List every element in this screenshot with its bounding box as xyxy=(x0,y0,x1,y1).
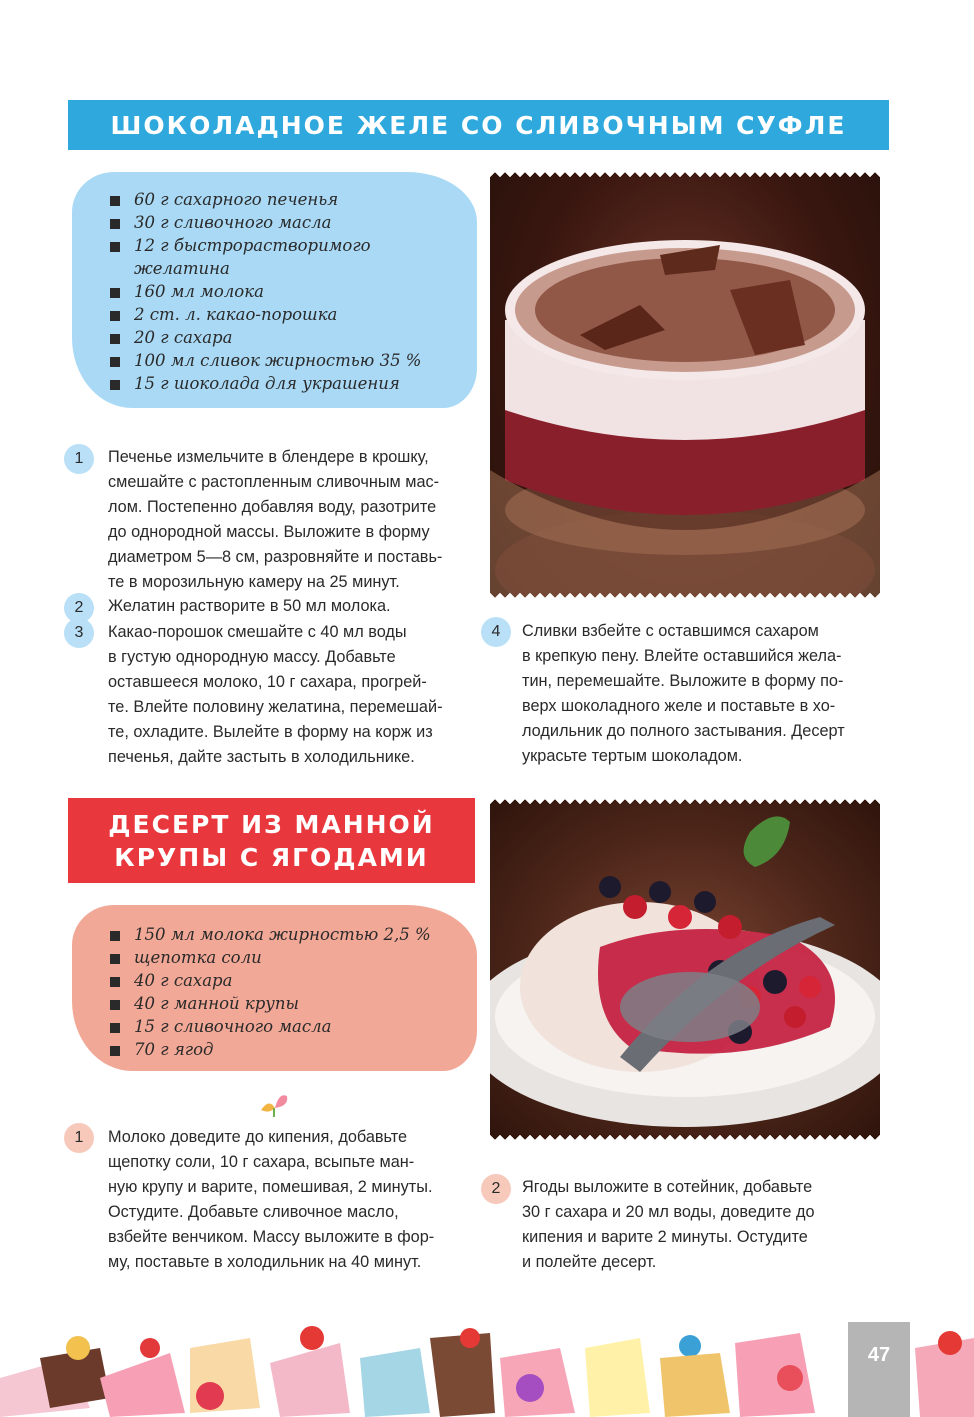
step-number-badge: 2 xyxy=(481,1174,511,1204)
ingredient: 40 г сахара xyxy=(108,969,431,992)
ingredient: 15 г шоколада для украшения xyxy=(108,372,422,395)
ingredient: 20 г сахара xyxy=(108,326,422,349)
sweets-footer-illustration xyxy=(0,1318,974,1417)
step-number-badge: 3 xyxy=(64,618,94,648)
step-text: Какао-порошок смешайте с 40 мл воды в густую однородную массу. Добавьте оставшееся молоко, 10 г сахара, прогрей- те. Влейте половину желатина, перемешай- те, охладите. Вылейте в форму на корж из печенья, дайте застыть в холодильнике. xyxy=(108,623,443,766)
recipe2-title-line1: ДЕСЕРТ ИЗ МАННОЙ xyxy=(108,809,435,839)
semolina-berry-dessert-photo xyxy=(490,797,880,1142)
page-number-tab xyxy=(848,1322,910,1417)
step-text: Молоко доведите до кипения, добавьте щепотку соли, 10 г сахара, всыпьте ман- ную крупу и варите, помешивая, 2 минуты. Остудите. Добавьте сливочное масло, взбейте венчиком. Массу выложите в фор- му, поставьте в холодильник на 40 минут. xyxy=(108,1128,435,1271)
step-number-badge: 1 xyxy=(64,1123,94,1153)
recipe1-title: ШОКОЛАДНОЕ ЖЕЛЕ СО СЛИВОЧНЫМ СУФЛЕ xyxy=(110,110,847,140)
ingredient: 12 г быстрорастворимого xyxy=(108,234,422,257)
ingredient: 15 г сливочного масла xyxy=(108,1015,431,1038)
flower-icon xyxy=(255,1088,295,1118)
ingredient: 2 ст. л. какао-порошка xyxy=(108,303,422,326)
ingredient: 30 г сливочного масла xyxy=(108,211,422,234)
ingredient: 40 г манной крупы xyxy=(108,992,431,1015)
recipe1-ingredients-list xyxy=(108,188,422,395)
ingredient: 150 мл молока жирностью 2,5 % xyxy=(108,923,431,946)
step-text: Желатин растворите в 50 мл молока. xyxy=(108,597,391,615)
chocolate-souffle-cake-photo xyxy=(490,170,880,600)
step-text: Ягоды выложите в сотейник, добавьте 30 г сахара и 20 мл воды, доведите до кипения и варите 2 минуты. Остудите и полейте десерт. xyxy=(522,1178,815,1271)
recipe1-title-banner xyxy=(68,100,889,150)
step-number-badge: 2 xyxy=(64,593,94,623)
ingredient: 160 мл молока xyxy=(108,280,422,303)
ingredient: 60 г сахарного печенья xyxy=(108,188,422,211)
step-number-badge: 4 xyxy=(481,617,511,647)
recipe2-title-line2: КРУПЫ С ЯГОДАМИ xyxy=(114,842,429,872)
ingredient: щепотка соли xyxy=(108,946,431,969)
recipe2-ingredients-list xyxy=(108,923,431,1061)
step-text: Печенье измельчите в блендере в крошку, смешайте с растопленным сливочным мас- лом. Постепенно добавляя воду, разотрите до однородной массы. Выложите в форму диаметром 5—8 см, разровняйте и поставь- те в морозильную камеру на 25 минут. xyxy=(108,448,443,591)
ingredient: 70 г ягод xyxy=(108,1038,431,1061)
page-number: 47 xyxy=(867,1344,891,1366)
ingredient: 100 мл сливок жирностью 35 % xyxy=(108,349,422,372)
recipe2-title-banner xyxy=(68,798,475,883)
step-text: Сливки взбейте с оставшимся сахаром в крепкую пену. Влейте оставшийся жела- тин, перемешайте. Выложите в форму по- верх шоколадного желе и поставьте в хо- лодильник до полного застывания. Десерт украсьте тертым шоколадом. xyxy=(522,622,845,765)
step-number-badge: 1 xyxy=(64,444,94,474)
ingredient: желатина xyxy=(134,259,230,278)
